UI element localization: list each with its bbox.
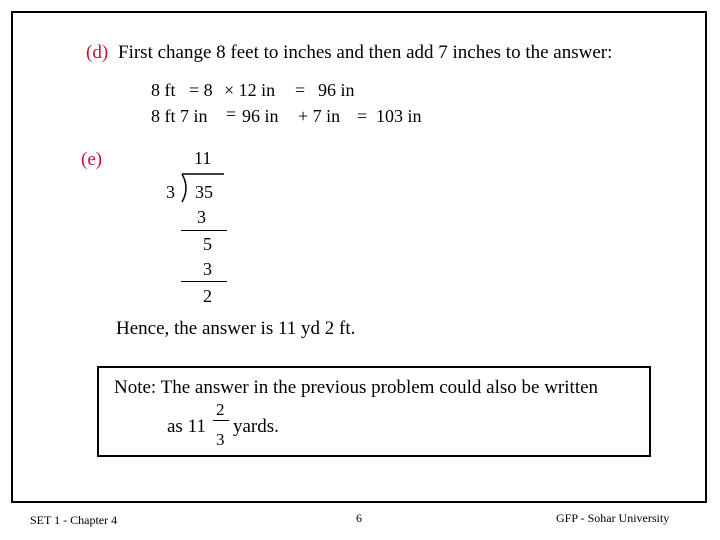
conclusion-text: Hence, the answer is 11 yd 2 ft.: [116, 318, 356, 339]
fraction-bar: [213, 420, 229, 421]
fraction-denominator: 3: [216, 430, 225, 449]
eq1-op2: × 12 in: [224, 80, 276, 100]
footer-institution: GFP - Sohar University: [556, 511, 670, 525]
eq2-lhs: 8 ft 7 in: [151, 106, 208, 126]
eq2-mid: 96 in: [242, 106, 279, 126]
eq2-result: 103 in: [376, 106, 422, 126]
note-text: Note: The answer in the previous problem could also be written: [114, 377, 599, 398]
divisor: 3: [166, 182, 175, 202]
step1: 3: [197, 207, 206, 227]
division-rule-1: [181, 230, 227, 231]
eq1-result: 96 in: [318, 80, 355, 100]
note-as-prefix: as 11: [167, 416, 206, 437]
fraction-numerator: 2: [216, 400, 225, 419]
eq2-op1: =: [226, 104, 237, 124]
step2: 5: [203, 234, 212, 254]
eq2-op2: + 7 in: [298, 106, 341, 126]
footer-chapter: SET 1 - Chapter 4: [30, 513, 118, 527]
eq1-op1: = 8: [189, 80, 213, 100]
part-d-instruction: First change 8 feet to inches and then add 7 inches to the answer:: [118, 42, 613, 63]
note-as-suffix: yards.: [233, 416, 279, 437]
eq1-lhs: 8 ft: [151, 80, 176, 100]
part-e-label: (e): [81, 149, 103, 170]
dividend: 35: [195, 182, 213, 202]
eq2-op3: =: [357, 106, 368, 126]
part-d-label: (d): [86, 42, 109, 63]
step3: 3: [203, 259, 212, 279]
remainder: 2: [203, 286, 212, 306]
division-rule-2: [181, 281, 227, 282]
page-number: 6: [356, 511, 362, 525]
eq1-op3: =: [295, 80, 306, 100]
quotient: 11: [194, 148, 212, 168]
